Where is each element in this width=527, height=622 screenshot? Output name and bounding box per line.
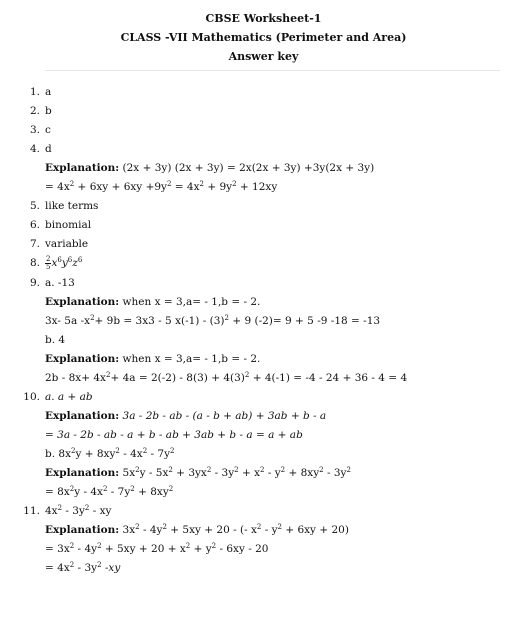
expr: + 6xy + 20): [281, 524, 349, 536]
answer-number: 8.: [29, 257, 40, 269]
expr: y + 8xy: [75, 448, 116, 460]
answer-number: 10.: [23, 391, 40, 403]
expr: + 8xy: [285, 467, 320, 479]
answer-9b-step: [21, 371, 511, 385]
answer-text: a: [45, 86, 52, 98]
expr: - 7y: [147, 448, 171, 460]
answer-number: 6.: [29, 219, 40, 231]
explanation-label: Explanation:: [45, 296, 120, 308]
exponent: 2: [211, 542, 217, 550]
expr: - 3y: [323, 467, 347, 479]
answer-text: b: [45, 105, 52, 117]
answer-number: 3.: [29, 124, 40, 136]
exponent: 2: [102, 485, 108, 493]
explanation-text: when x = 3,a= - 1,b = - 2.: [119, 296, 261, 308]
exponent: 2: [280, 466, 286, 474]
exponent: 2: [69, 561, 75, 569]
answer-9-explanation: [21, 295, 511, 309]
expr: - 3y: [74, 562, 98, 574]
expr: + 8xy: [134, 486, 169, 498]
answer-text: b. 4: [45, 334, 66, 346]
exponent: 2: [206, 466, 212, 474]
exponent: 2: [97, 542, 102, 550]
exponent: 2: [256, 523, 262, 531]
expr: - 3y: [211, 467, 235, 479]
answer-10b-explanation: [21, 466, 511, 480]
answer-text: d: [45, 143, 52, 155]
answer-8: [21, 256, 511, 271]
numerator: 2: [46, 255, 51, 263]
answer-number: 1.: [29, 86, 40, 98]
exponent: 6: [57, 256, 62, 264]
header: [0, 0, 527, 66]
exponent: 2: [57, 504, 63, 512]
exponent: 2: [199, 180, 204, 188]
expr: + 4a = 2(-2) - 8(3) + 4(3): [110, 372, 245, 384]
expr: = 8x: [45, 486, 70, 498]
answer-10-step: [21, 428, 511, 442]
expr: + x: [238, 467, 261, 479]
answer-10: [21, 390, 511, 404]
expr: + 12xy: [236, 181, 278, 193]
exponent: 6: [77, 256, 83, 264]
answer-number: 5.: [29, 200, 40, 212]
expr: = 4x: [45, 181, 70, 193]
explanation-text: (2x + 3y) (2x + 3y) = 2x(2x + 3y) +3y(2x + 3y): [122, 162, 375, 174]
expr: = 3a - 2b - ab - a + b - ab + 3ab + b - a = a + ab: [45, 429, 303, 441]
expr: - 3y: [62, 505, 85, 517]
answer-number: 2.: [29, 105, 40, 117]
answer-text: variable: [45, 238, 89, 250]
expr: 3x- 5a -x: [45, 315, 91, 327]
exponent: 2: [168, 466, 173, 474]
exponent: 2: [168, 485, 174, 493]
expr: + 9 (-2)= 9 + 5 -9 -18 = -13: [228, 315, 381, 327]
answer-9-step: [21, 314, 511, 328]
expr: + 3yx: [172, 467, 207, 479]
expr: y - 4x: [74, 486, 103, 498]
worksheet-title: CBSE Worksheet-1: [205, 12, 322, 25]
explanation-label: Explanation:: [45, 353, 120, 365]
exponent: 2: [135, 466, 140, 474]
expr: - 7y: [107, 486, 131, 498]
expr: - 4x: [119, 448, 143, 460]
answer-7: [21, 237, 511, 251]
expr: + 9y: [204, 181, 233, 193]
answer-number: 9.: [29, 277, 40, 289]
expr: y - 5x: [139, 467, 169, 479]
expr: - y: [261, 524, 278, 536]
exponent: 2: [166, 180, 172, 188]
denominator: 5: [46, 263, 51, 271]
exponent: 2: [97, 561, 102, 569]
answer-4: [21, 142, 511, 156]
expr: + 5xy + 20 - (- x: [166, 524, 257, 536]
expr: 5x: [119, 467, 136, 479]
expr: = 3x: [45, 543, 70, 555]
answer-6: [21, 218, 511, 232]
exponent: 2: [135, 523, 140, 531]
answer-text: binomial: [45, 219, 92, 231]
answer-number: 7.: [29, 238, 40, 250]
exponent: 2: [277, 523, 282, 531]
expr: b. 8x: [45, 448, 71, 460]
expr: - y: [264, 467, 281, 479]
exponent: 2: [84, 504, 90, 512]
exponent: 2: [224, 314, 229, 322]
variable: y: [61, 257, 68, 269]
exponent: 2: [69, 180, 75, 188]
explanation-label: Explanation:: [45, 162, 120, 174]
expr: + 4(-1) = -4 - 24 + 36 - 4 = 4: [249, 372, 408, 384]
exponent: 2: [234, 466, 239, 474]
expr: + 6xy + 6xy +9y: [74, 181, 167, 193]
answer-3: [21, 123, 511, 137]
answer-text: a. a + ab: [45, 391, 93, 403]
answer-10-part-b: [21, 447, 511, 461]
answer-formula: [45, 257, 82, 269]
exponent: 2: [90, 314, 95, 322]
variable: x: [51, 257, 58, 269]
expr: 4x: [45, 505, 58, 517]
expr: - 6xy - 20: [216, 543, 269, 555]
exponent: 2: [71, 447, 76, 455]
expr: 3x: [119, 524, 136, 536]
exponent: 2: [244, 371, 250, 379]
expr: - 4y: [139, 524, 163, 536]
exponent: 2: [142, 447, 148, 455]
answer-list: [21, 85, 511, 580]
exponent: 2: [185, 542, 191, 550]
expr: = 4x: [171, 181, 200, 193]
answer-text: a. -13: [45, 277, 75, 289]
explanation-label: Explanation:: [45, 410, 120, 422]
expr: = 4x: [45, 562, 70, 574]
exponent: 2: [232, 180, 237, 188]
expr: -xy: [101, 562, 121, 574]
answer-9b-explanation: [21, 352, 511, 366]
answer-9-part-b: [21, 333, 511, 347]
exponent: 2: [162, 523, 167, 531]
exponent: 2: [319, 466, 324, 474]
exponent: 2: [346, 466, 351, 474]
answer-text: c: [45, 124, 51, 136]
answer-key-heading: Answer key: [228, 50, 299, 63]
exponent: 2: [170, 447, 175, 455]
explanation-label: Explanation:: [45, 467, 120, 479]
answer-9: [21, 276, 511, 290]
exponent: 2: [115, 447, 120, 455]
answer-number: 11.: [23, 505, 40, 517]
expr: + y: [190, 543, 212, 555]
expr: 2b - 8x+ 4x: [45, 372, 106, 384]
answer-text: like terms: [45, 200, 99, 212]
answer-5: [21, 199, 511, 213]
answer-11-step: [21, 542, 511, 556]
expr: + 9b = 3x3 - 5 x(-1) - (3): [94, 315, 225, 327]
variable: z: [72, 257, 78, 269]
exponent: 6: [67, 256, 73, 264]
explanation-text: 3a - 2b - ab - (a - b + ab) + 3ab + b - a: [119, 410, 327, 422]
answer-1: [21, 85, 511, 99]
explanation-label: Explanation:: [45, 524, 120, 536]
expr: - 4y: [74, 543, 98, 555]
exponent: 2: [69, 485, 75, 493]
expr: - xy: [89, 505, 112, 517]
answer-11-explanation: [21, 523, 511, 537]
answer-11-result: [21, 561, 511, 575]
answer-10b-step: [21, 485, 511, 499]
answer-10-explanation: [21, 409, 511, 423]
answer-4-step: [21, 180, 511, 194]
exponent: 2: [69, 542, 75, 550]
answer-11: [21, 504, 511, 518]
answer-2: [21, 104, 511, 118]
exponent: 2: [260, 466, 265, 474]
exponent: 2: [105, 371, 111, 379]
worksheet-subtitle: CLASS -VII Mathematics (Perimeter and Area): [120, 31, 407, 44]
answer-4-explanation: [21, 161, 511, 175]
answer-number: 4.: [29, 143, 40, 155]
expr: + 5xy + 20 + x: [101, 543, 186, 555]
explanation-text: when x = 3,a= - 1,b = - 2.: [119, 353, 261, 365]
exponent: 2: [130, 485, 135, 493]
divider: [45, 70, 500, 71]
